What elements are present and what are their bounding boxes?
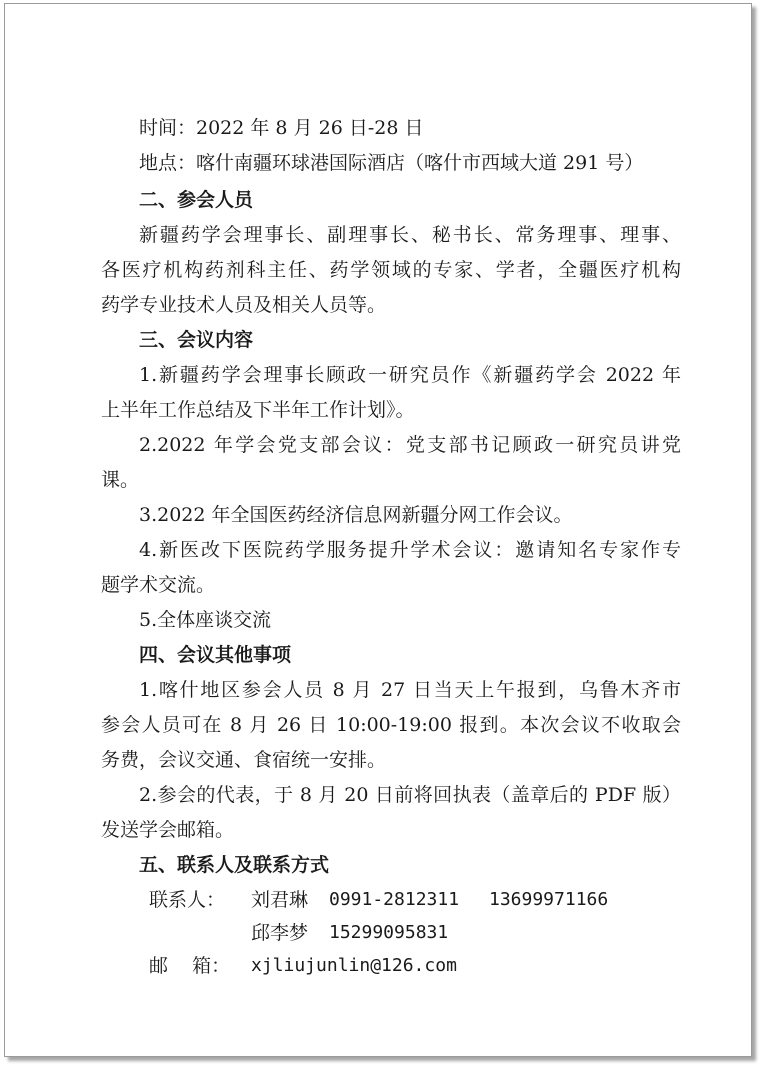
section-heading-contact: 五、联系人及联系方式 bbox=[139, 854, 330, 876]
contact-2-name: 邱李梦 bbox=[251, 922, 309, 944]
contact-1-name: 刘君琳 bbox=[251, 889, 309, 911]
other-item-1-line-3: 务费，会议交通、食宿统一安排。 bbox=[101, 749, 387, 771]
content-item-1-line-2: 上半年工作总结及下半年工作计划》。 bbox=[101, 399, 415, 421]
email-label: 邮 箱： bbox=[149, 955, 231, 977]
attendees-line-2: 各医疗机构药剂科主任、药学领域的专家、学者，全疆医疗机构 bbox=[101, 259, 681, 281]
document-page bbox=[4, 3, 752, 1057]
contact-2-phone: 15299095831 bbox=[329, 922, 449, 943]
section-heading-other: 四、会议其他事项 bbox=[139, 644, 292, 666]
other-item-1-line-2: 参会人员可在 8 月 26 日 10:00-19:00 报到。本次会议不收取会 bbox=[101, 714, 681, 736]
contact-1-phone-mobile: 13699971166 bbox=[489, 889, 609, 910]
content-item-1-line-1: 1.新疆药学会理事长顾政一研究员作《新疆药学会 2022 年 bbox=[139, 364, 681, 386]
meeting-time: 时间：2022 年 8 月 26 日-28 日 bbox=[139, 117, 424, 139]
content-item-2-line-2: 课。 bbox=[101, 469, 140, 491]
content-item-4-line-2: 题学术交流。 bbox=[101, 574, 216, 596]
other-item-2-line-1: 2.参会的代表，于 8 月 20 日前将回执表（盖章后的 PDF 版） bbox=[139, 784, 681, 806]
content-item-5: 5.全体座谈交流 bbox=[139, 609, 272, 631]
content-item-3: 3.2022 年全国医药经济信息网新疆分网工作会议。 bbox=[139, 504, 573, 526]
contact-label: 联系人： bbox=[149, 889, 226, 911]
section-heading-attendees: 二、参会人员 bbox=[139, 189, 254, 211]
content-item-2-line-1: 2.2022 年学会党支部会议：党支部书记顾政一研究员讲党 bbox=[139, 434, 681, 456]
other-item-1-line-1: 1.喀什地区参会人员 8 月 27 日当天上午报到，乌鲁木齐市 bbox=[139, 679, 681, 701]
meeting-location: 地点：喀什南疆环球港国际酒店（喀什市西域大道 291 号） bbox=[139, 152, 644, 174]
email-address: xjliujunlin@126.com bbox=[251, 955, 457, 976]
content-item-4-line-1: 4.新医改下医院药学服务提升学术会议：邀请知名专家作专 bbox=[139, 539, 681, 561]
section-heading-content: 三、会议内容 bbox=[139, 329, 254, 351]
contact-1-phone-landline: 0991-2812311 bbox=[329, 889, 460, 910]
other-item-2-line-2: 发送学会邮箱。 bbox=[101, 819, 235, 841]
attendees-line-1: 新疆药学会理事长、副理事长、秘书长、常务理事、理事、 bbox=[139, 224, 681, 246]
attendees-line-3: 药学专业技术人员及相关人员等。 bbox=[101, 294, 387, 316]
